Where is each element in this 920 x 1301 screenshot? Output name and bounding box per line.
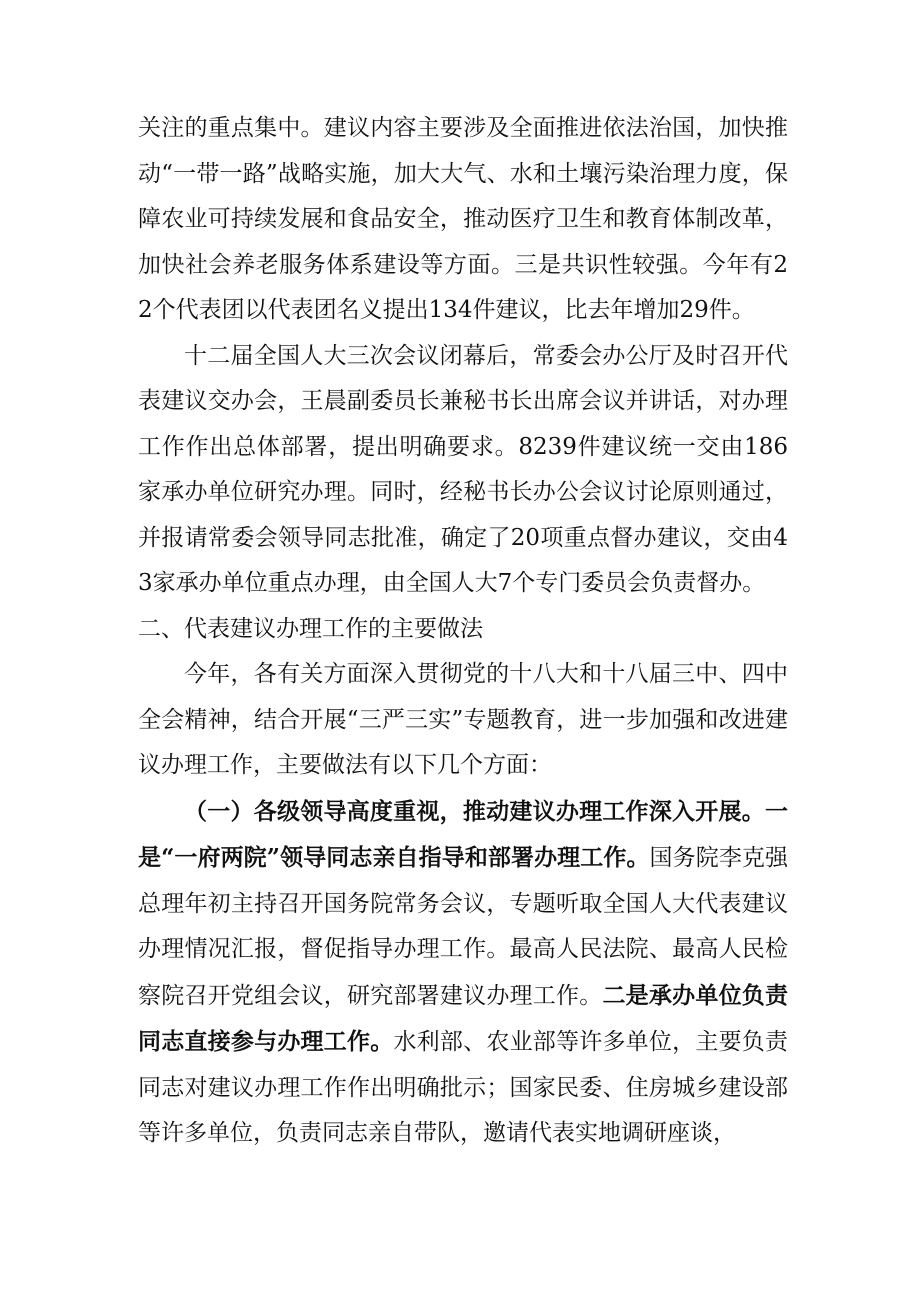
paragraph-1: 关注的重点集中。建议内容主要涉及全面推进依法治国，加快推动“一带一路”战略实施，加大大气、水和土壤污染治理力度，保障农业可持续发展和食品安全，推动医疗卫生和教育体制改革，加快社会养老服务体系建设等方面。三是共识性较强。今年有22个代表团以代表团名义提出134件建议，比去年增加29件。: [138, 115, 788, 323]
paragraph-4-text-2: 水利部、农业部等许多单位，主要负责同志对建议办理工作作出明确批示；国家民委、住房城乡建设部等许多单位，负责同志亲自带队，邀请代表实地调研座谈，: [138, 1029, 789, 1146]
paragraph-4-text-1: 国务院李克强总理年初主持召开国务院常务会议，专题听取全国人大代表建议办理情况汇报，督促指导办理工作。最高人民法院、最高人民检察院召开党组会议，研究部署建议办理工作。: [138, 845, 788, 1009]
paragraph-3: 今年，各有关方面深入贯彻党的十八大和十八届三中、四中全会精神，结合开展“三严三实”专题教育，进一步加强和改进建议办理工作，主要做法有以下几个方面：: [138, 661, 788, 778]
paragraph-4: [138, 789, 788, 1157]
subsection-point-2: 二是承办单位负责同志直接参与办理工作。: [138, 981, 789, 1055]
subsection-heading-1: （一）各级领导高度重视，推动建议办理工作深入开展。一是“一府两院”领导同志亲自指导和部署办理工作。: [138, 797, 788, 871]
paragraph-2: 十二届全国人大三次会议闭幕后，常委会办公厅及时召开代表建议交办会，王晨副委员长兼秘书长出席会议并讲话，对办理工作作出总体部署，提出明确要求。8239件建议统一交由186家承办单位研究办理。同时，经秘书长办公会议讨论原则通过，并报请常委会领导同志批准，确定了20项重点督办建议，交由43家承办单位重点办理，由全国人大7个专门委员会负责督办。: [138, 342, 788, 596]
section-heading-2: 二、代表建议办理工作的主要做法: [138, 615, 483, 642]
document-body: [138, 106, 788, 1157]
